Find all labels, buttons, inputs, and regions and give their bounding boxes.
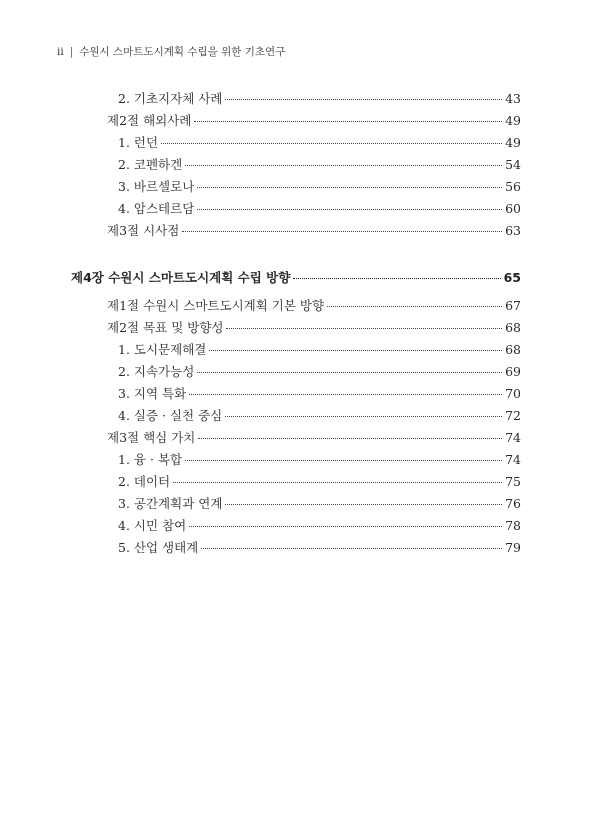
toc-entry[interactable] xyxy=(118,406,521,424)
toc-entry-page: 54 xyxy=(505,157,521,172)
toc-entry-page: 70 xyxy=(505,386,521,401)
toc-entry-label: 1. 융 · 복합 xyxy=(118,452,183,467)
toc-entry[interactable] xyxy=(118,89,521,107)
header-page-number: ii xyxy=(57,46,64,58)
toc-entry-label: 제1절 수원시 스마트도시계획 기본 방향 xyxy=(107,298,325,313)
toc-entry-label: 3. 공간계획과 연계 xyxy=(118,496,223,511)
toc-entry-page: 75 xyxy=(505,474,521,489)
toc-entry-page: 74 xyxy=(505,430,521,445)
toc-leader-dots xyxy=(209,350,502,351)
toc-leader-dots xyxy=(189,526,502,527)
toc-chapter-label: 제4장 수원시 스마트도시계획 수립 방향 xyxy=(71,270,291,285)
toc-entry-page: 74 xyxy=(505,452,521,467)
toc-entry-page: 63 xyxy=(505,223,521,238)
toc-entry-page: 79 xyxy=(505,540,521,555)
toc-entry-label: 1. 런던 xyxy=(118,135,159,150)
toc-entry-label: 5. 산업 생태계 xyxy=(118,540,199,555)
toc-entry[interactable] xyxy=(118,133,521,151)
toc-leader-dots xyxy=(225,416,502,417)
toc-leader-dots xyxy=(197,372,502,373)
toc-entry[interactable] xyxy=(118,538,521,556)
toc-entry[interactable] xyxy=(118,516,521,534)
toc-leader-dots xyxy=(185,165,502,166)
toc-entry[interactable] xyxy=(107,318,521,336)
header-title: 수원시 스마트도시계획 수립을 위한 기초연구 xyxy=(79,46,286,58)
toc-leader-dots xyxy=(194,121,502,122)
running-header xyxy=(57,44,285,59)
toc-chapter-page: 65 xyxy=(503,270,521,285)
toc-entry-page: 43 xyxy=(505,91,521,106)
toc-entry-label: 4. 암스테르담 xyxy=(118,201,195,216)
toc-leader-dots xyxy=(226,328,502,329)
toc-entry[interactable] xyxy=(107,111,521,129)
toc-leader-dots xyxy=(173,482,502,483)
toc-entry[interactable] xyxy=(118,199,521,217)
toc-entry[interactable] xyxy=(118,450,521,468)
toc-entry-page: 76 xyxy=(505,496,521,511)
toc-entry-label: 2. 코펜하겐 xyxy=(118,157,183,172)
toc-entry-page: 68 xyxy=(505,342,521,357)
toc-entry[interactable] xyxy=(118,177,521,195)
toc-leader-dots xyxy=(189,394,502,395)
toc-entry-page: 56 xyxy=(505,179,521,194)
toc-entry-page: 49 xyxy=(505,135,521,150)
toc-entry[interactable] xyxy=(118,494,521,512)
toc-entry-page: 72 xyxy=(505,408,521,423)
toc-entry-label: 3. 지역 특화 xyxy=(118,386,187,401)
toc-entry-page: 67 xyxy=(505,298,521,313)
toc-entry-label: 2. 지속가능성 xyxy=(118,364,195,379)
toc-leader-dots xyxy=(198,438,502,439)
toc-leader-dots xyxy=(201,548,502,549)
toc-entry[interactable] xyxy=(118,384,521,402)
toc-leader-dots xyxy=(327,306,502,307)
toc-entry-page: 69 xyxy=(505,364,521,379)
toc-entry-label: 4. 실증 · 실천 중심 xyxy=(118,408,223,423)
toc-entry-page: 49 xyxy=(505,113,521,128)
toc-leader-dots xyxy=(182,231,502,232)
toc-entry[interactable] xyxy=(118,472,521,490)
toc-leader-dots xyxy=(197,187,502,188)
header-separator: | xyxy=(69,46,74,58)
toc-leader-dots xyxy=(161,143,502,144)
toc-entry-label: 2. 데이터 xyxy=(118,474,171,489)
toc-leader-dots xyxy=(185,460,502,461)
toc-entry-label: 1. 도시문제해결 xyxy=(118,342,207,357)
toc-entry[interactable] xyxy=(118,155,521,173)
toc-leader-dots xyxy=(225,504,502,505)
toc-entry[interactable] xyxy=(118,340,521,358)
toc-entry[interactable] xyxy=(107,296,521,314)
toc-entry[interactable] xyxy=(107,428,521,446)
toc-leader-dots xyxy=(197,209,502,210)
toc-entry-label: 2. 기초지자체 사례 xyxy=(118,91,223,106)
toc-leader-dots xyxy=(225,99,502,100)
toc-leader-dots xyxy=(293,278,500,279)
toc-entry-page: 60 xyxy=(505,201,521,216)
toc-entry-label: 제3절 시사점 xyxy=(107,223,180,238)
toc-entry-label: 3. 바르셀로나 xyxy=(118,179,195,194)
toc-entry[interactable] xyxy=(107,221,521,239)
toc-entry[interactable] xyxy=(118,362,521,380)
toc-entry-label: 제3절 핵심 가치 xyxy=(107,430,196,445)
toc-chapter-entry[interactable] xyxy=(71,268,521,286)
toc-entry-label: 제2절 목표 및 방향성 xyxy=(107,320,224,335)
toc-entry-page: 78 xyxy=(505,518,521,533)
toc-entry-label: 제2절 해외사례 xyxy=(107,113,192,128)
toc-entry-label: 4. 시민 참여 xyxy=(118,518,187,533)
toc-entry-page: 68 xyxy=(505,320,521,335)
